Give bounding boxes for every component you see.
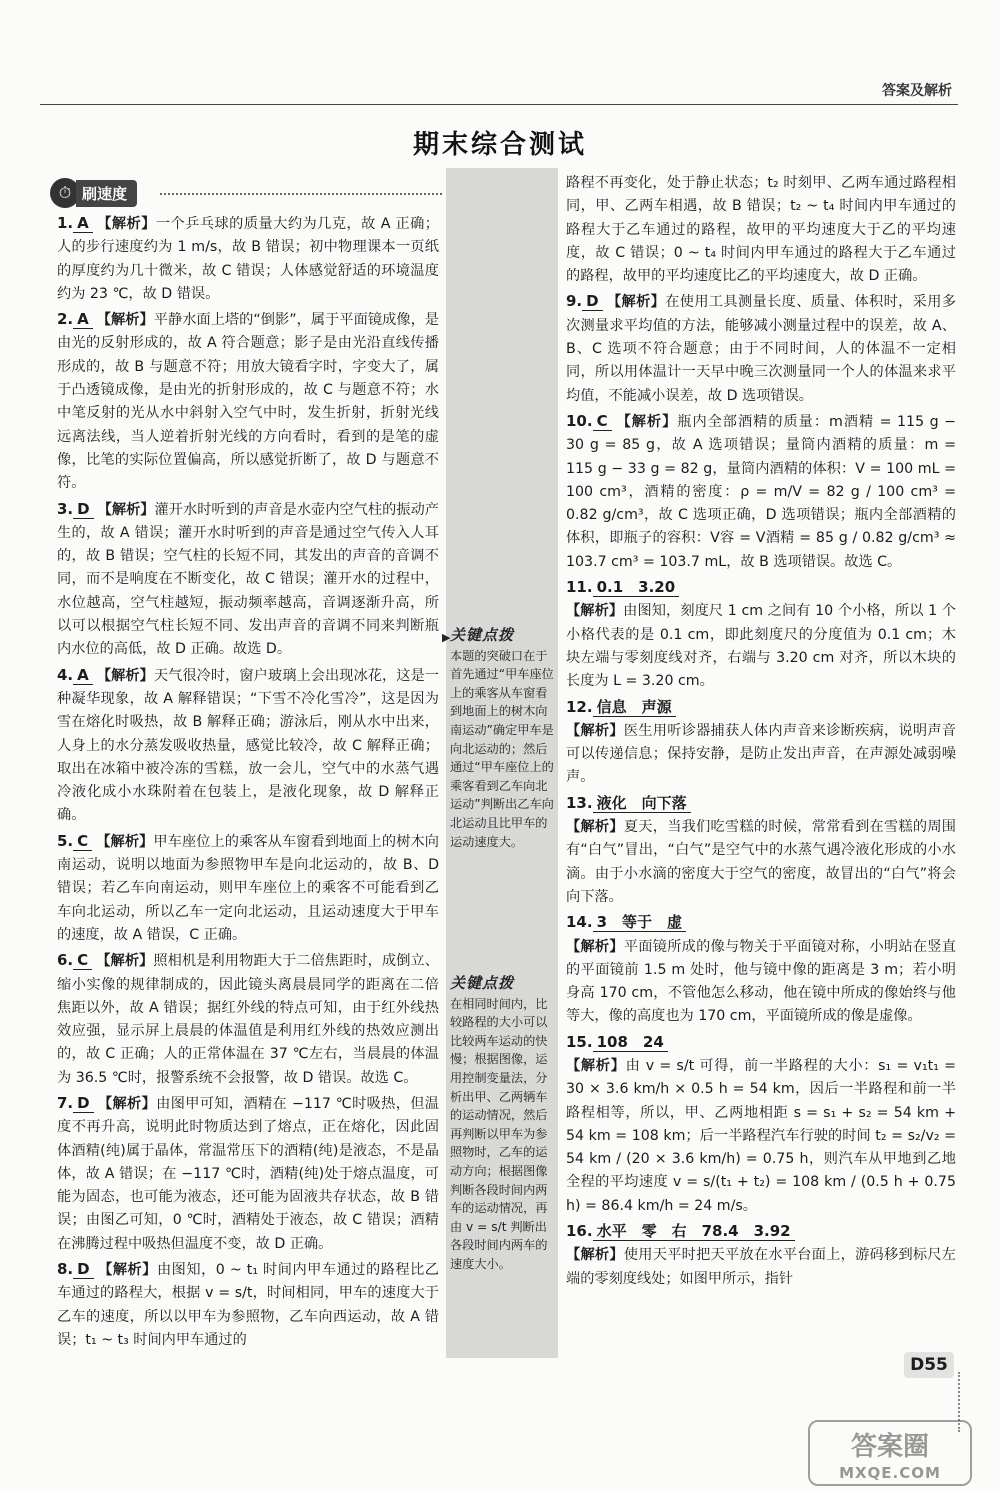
watermark-logo: [808, 1420, 972, 1486]
question-number: 2.: [57, 310, 74, 329]
analysis-text: 由图甲可知，酒精在 −117 ℃时吸热，但温度不再升高，说明此时物质达到了熔点，正在熔化，因此固体酒精(纯)属于晶体，常温常压下的酒精(纯)是液态，不是晶体，故 A 错误；在 −117 ℃时，酒精(纯)处于熔点温度，可能为固态，也可能为液态，还可能为固液共存状态，故 B 错误；由图乙可知，0 ℃时，酒精处于液态，故 C 错误；酒精在沸腾过程中吸热但温度不变，故 D 正确。: [57, 1095, 439, 1252]
answer: C: [73, 951, 92, 970]
analysis-text: 路程不再变化，处于静止状态；t₂ 时刻甲、乙两车通过路程相同，甲、乙两车相遇，故 B 错误；t₂ ~ t₄ 时间内甲车通过的路程大于乙车通过的路程，故甲的平均速度大于乙的平均速度，故 C 错误；0 ~ t₄ 时间内甲车通过的路程大于乙车通过的路程，故甲的平均速度比乙的平均速度大，故 D 正确。: [566, 175, 956, 285]
page-number: D55: [904, 1352, 954, 1378]
question-number: 11.: [566, 578, 593, 597]
header-rule: [40, 104, 958, 105]
analysis-text: 由图知，刻度尺 1 cm 之间有 10 个小格，所以 1 个小格代表的是 0.1 cm，即此刻度尺的分度值为 0.1 cm；木块左端与零刻度线对齐，右端与 3.20 cm 对齐，所以木块的长度为 L = 3.20 cm。: [566, 603, 956, 690]
analysis-text: 照相机是利用物距大于二倍焦距时，成倒立、缩小实像的规律制成的，因此镜头离晨晨同学的距离在二倍焦距以外，故 A 错误；据红外线的特点可知，由于红外线热效应强，显示屏上晨晨的体温值是利用红外线的热效应测出的，故 C 正确；人的正常体温在 37 ℃左右，当晨晨的体温为 36.5 ℃时，报警系统不会报警，故 D 错误。故选 C。: [57, 953, 439, 1086]
analysis-label: 【解析】: [97, 1262, 157, 1279]
question-item: [566, 792, 956, 909]
analysis-label: 【解析】: [566, 1057, 626, 1074]
analysis-text: 瓶内全部酒精的质量：m酒精 = 115 g − 30 g = 85 g，故 A 选项错误；量筒内酒精的质量：m = 115 g − 33 g = 82 g，量筒内酒精的体积：V = 100 mL = 100 cm³，酒精的密度：ρ = m/V = 82 g / 100 cm³ = 0.82 g/cm³，故 C 选项正确，D 选项错误；瓶内全部酒精的体积，即瓶子的容积：V容 = V酒精 = 85 g / 0.82 g/cm³ ≈ 103.7 cm³ = 103.7 mL，故 B 选项错误。故选 C。: [566, 413, 956, 570]
question-item: [57, 664, 439, 828]
section-tag-label: 刷速度: [76, 180, 137, 207]
analysis-label: 【解析】: [96, 312, 154, 329]
answer: D: [73, 1260, 93, 1279]
question-number: 10.: [566, 411, 593, 430]
answer: C: [73, 832, 92, 851]
question-continuation: [566, 172, 956, 288]
pointer-arrow-icon: ▶: [442, 631, 451, 644]
answer: A: [73, 214, 93, 233]
answer: D: [73, 1094, 93, 1113]
question-number: 16.: [566, 1222, 593, 1241]
left-column: [57, 212, 439, 1354]
question-item: [566, 696, 956, 790]
question-number: 1.: [57, 214, 74, 232]
right-column: [566, 172, 956, 1293]
stopwatch-icon: ⏱: [50, 178, 80, 208]
analysis-text: 灌开水时听到的声音是水壶内空气柱的振动产生的，故 A 错误；灌开水时听到的声音是通过空气传入人耳的，故 B 错误；空气柱的长短不同，其发出的声音的音调不同，而不是响度在不断变化，故 C 错误；灌开水的过程中，水位越高，空气柱越短，振动频率越高，音调逐渐升高，所以可以根据空气柱长短不同、发出声音的音调不同来判断瓶内水位的高低，故 D 正确。故选 D。: [57, 501, 439, 658]
question-item: [566, 1220, 956, 1291]
analysis-text: 在使用工具测量长度、质量、体积时，采用多次测量求平均值的方法，能够减小测量过程中的误差，故 A、B、C 选项不符合题意；由于不同时间，人的体温不一定相同，所以用体温计一天早中晚三次测量同一个人的体温来求平均值，不能减小误差，故 D 选项错误。: [566, 294, 956, 404]
key-point-box: [442, 626, 554, 851]
analysis-text: 平静水面上塔的“倒影”，属于平面镜成像，是由光的反射形成的，故 A 符合题意；影子是由光沿直线传播形成的，故 B 与题意不符；用放大镜看字时，字变大了，属于凸透镜成像，是由光的折射形成的，故 C 与题意不符；水中笔反射的光从水中斜射入空气中时，发生折射，折射光线远离法线，当人逆着折射光线的方向看时，看到的是笔的虚像，比笔的实际位置偏高，所以感觉折断了，故 D 与题意不符。: [57, 312, 439, 492]
question-number: 5.: [57, 831, 74, 850]
analysis-label: 【解析】: [566, 819, 624, 836]
question-number: 3.: [57, 499, 74, 518]
question-item: [566, 410, 956, 574]
watermark-text: 答案圈: [850, 1432, 929, 1462]
answer: C: [593, 412, 612, 431]
question-item: [566, 290, 956, 407]
analysis-text: 由 v = s/t 可得，前一半路程的大小：s₁ = v₁t₁ = 30 × 3.6 km/h × 0.5 h = 54 km，因后一半路程和前一半路程相等，所以，甲、乙两地相距 s = s₁ + s₂ = 54 km + 54 km = 108 km；后一半路程汽车行驶的时间 t₂ = s₂/v₂ = 54 km / (20 × 3.6 km/h) = 0.75 h，则汽车从甲地到乙地全程的平均速度 v = s/(t₁ + t₂) = 108 km / (0.5 h + 0.75 h) = 86.4 km/h = 24 m/s。: [566, 1057, 956, 1214]
question-item: [57, 949, 439, 1090]
answer: A: [73, 310, 93, 329]
answer: 水平 零 右 78.4 3.92: [593, 1222, 795, 1241]
question-item: [57, 830, 439, 947]
question-number: 8.: [57, 1260, 74, 1279]
answer: 3 等于 虚: [593, 913, 686, 932]
question-number: 14.: [566, 913, 593, 932]
question-number: 12.: [566, 697, 593, 716]
section-header: 答案及解析: [882, 83, 952, 99]
question-number: 6.: [57, 951, 74, 970]
analysis-label: 【解析】: [96, 953, 154, 970]
analysis-text: 夏天，当我们吃雪糕的时候，常常看到在雪糕的周围有“白气”冒出，“白气”是空气中的水蒸气遇冷液化形成的小水滴。由于小水滴的密度大于空气的密度，故冒出的“白气”将会向下落。: [566, 819, 956, 905]
analysis-label: 【解析】: [566, 1247, 624, 1264]
analysis-label: 【解析】: [97, 1095, 157, 1112]
watermark-url: MXQE.COM: [839, 1464, 941, 1482]
question-number: 15.: [566, 1032, 593, 1051]
analysis-label: 【解析】: [615, 413, 678, 430]
key-point-title: 关键点拨: [450, 626, 515, 644]
key-point-box: [450, 974, 554, 1274]
analysis-label: 【解析】: [96, 833, 154, 850]
analysis-label: 【解析】: [566, 603, 624, 620]
answer: D: [582, 292, 602, 311]
analysis-text: 一个乒乓球的质量大约为几克，故 A 正确；人的步行速度约为 1 m/s，故 B 错误；初中物理课本一页纸的厚度约为几十微米，故 C 错误；人体感觉舒适的环境温度约为 23 ℃，故 D 错误。: [57, 216, 439, 302]
key-point-text: 在相同时间内，比较路程的大小可以比较两车运动的快慢；根据图像，运用控制变量法，分析出甲、乙两辆车的运动情况，然后再判断以甲车为参照物时，乙车的运动方向；根据图像判断各段时间内两车的运动情况，再由 v = s/t 判断出各段时间内两车的速度大小。: [450, 996, 548, 1271]
analysis-label: 【解析】: [566, 938, 624, 955]
section-tag: [50, 178, 137, 208]
answer: D: [73, 500, 93, 519]
analysis-label: 【解析】: [606, 294, 666, 311]
question-item: [566, 911, 956, 1028]
question-number: 4.: [57, 665, 74, 684]
answer: 信息 声源: [593, 698, 676, 717]
analysis-label: 【解析】: [566, 722, 624, 739]
question-number: 13.: [566, 793, 593, 812]
analysis-label: 【解析】: [96, 216, 156, 232]
answer: 0.1 3.20: [593, 578, 680, 597]
question-number: 7.: [57, 1093, 74, 1112]
question-item: [57, 1092, 439, 1256]
page-title: 期末综合测试: [412, 130, 587, 160]
question-item: [57, 212, 439, 306]
question-item: [57, 498, 439, 662]
key-point-title: 关键点拨: [450, 974, 515, 992]
key-point-text: 本题的突破口在于首先通过“甲车座位上的乘客从车窗看到地面上的树木向南运动”确定甲车是向北运动的；然后通过“甲车座位上的乘客看到乙车向北运动”判断出乙车向北运动且比甲车的运动速度大。: [450, 648, 554, 849]
analysis-label: 【解析】: [96, 667, 154, 684]
answer: 液化 向下落: [593, 794, 691, 813]
analysis-text: 由图知，0 ~ t₁ 时间内甲车通过的路程比乙车通过的路程大，根据 v = s/t，时间相同，甲车的速度大于乙车的速度，所以以甲车为参照物，乙车向西运动，故 A 错误；t₁ ~ t₃ 时间内甲车通过的: [57, 1262, 439, 1348]
question-item: [57, 308, 439, 495]
analysis-label: 【解析】: [97, 501, 155, 518]
question-item: [57, 1258, 439, 1352]
analysis-text: 使用天平时把天平放在水平台面上，游码移到标尺左端的零刻度线处；如图甲所示，指针: [566, 1247, 956, 1287]
analysis-text: 甲车座位上的乘客从车窗看到地面上的树木向南运动，说明以地面为参照物甲车是向北运动的，故 B、D 错误；若乙车向南运动，则甲车座位上的乘客不可能看到乙车向北运动，所以乙车一定向北运动，且运动速度大于甲车的速度，故 A 错误，C 正确。: [57, 833, 439, 943]
question-item: [566, 1031, 956, 1218]
question-item: [566, 576, 956, 693]
answer: 108 24: [593, 1033, 668, 1052]
analysis-text: 平面镜所成的像与物关于平面镜对称，小明站在竖直的平面镜前 1.5 m 处时，他与镜中像的距离是 3 m；若小明身高 170 cm，不管他怎么移动，他在镜中所成的像始终与他等大，像的高度也为 170 cm，平面镜所成的像是虚像。: [566, 938, 956, 1025]
analysis-text: 医生用听诊器捕获人体内声音来诊断疾病，说明声音可以传递信息；保持安静，是防止发出声音，在声源处减弱噪声。: [566, 722, 956, 786]
tag-divider: [160, 193, 442, 195]
question-number: 9.: [566, 292, 583, 311]
answer: A: [73, 666, 93, 685]
analysis-text: 天气很冷时，窗户玻璃上会出现冰花，这是一种凝华现象，故 A 解释错误；“下雪不冷化雪冷”，这是因为雪在熔化时吸热，故 B 解释正确；游泳后，刚从水中出来，人身上的水分蒸发吸收热量，感觉比较冷，故 C 解释正确；取出在冰箱中被冷冻的雪糕，放一会儿，空气中的水蒸气遇冷液化成小水珠附着在包装上，是液化现象，故 D 解释正确。: [57, 667, 439, 824]
